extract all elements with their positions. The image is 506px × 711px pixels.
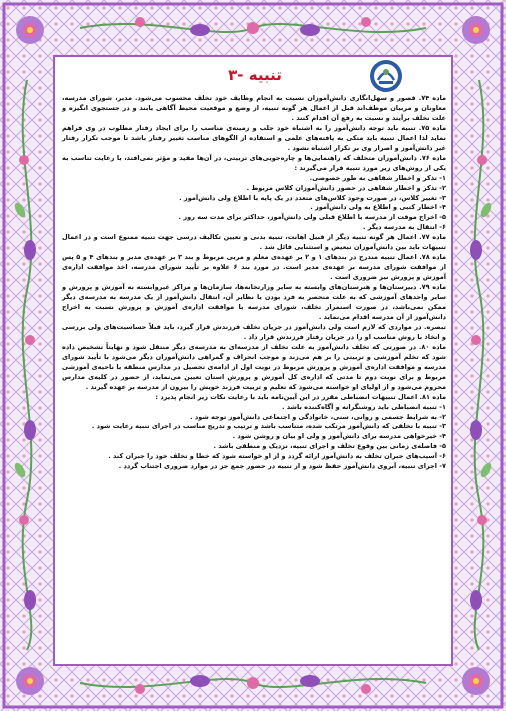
article-74: ماده ۷۴. قصور و سهل‌انگاری دانش‌آموزان نسبت به انجام وظایف خود تخلف محسوب می‌شود. مدیر، شورای مدرسه، معاونان و مربیان موظف‌اند قبل از اعمال هر گونه تنبیه، از وضع و موقعیت محیط آگاهی یابند و در جستجوی انگیزه و علت تخلف برآیند و نسبت به رفع آن اقدام کنند . <box>62 94 447 122</box>
list-item: ۱- تذکر و اخطار شفاهی به طور خصوصی. <box>309 173 446 182</box>
article-76: ماده ۷۶. دانش‌آموزان متخلف که راهنمایی‌ها و چاره‌جویی‌های تربیتی، در آن‌ها مفید و مؤثر نمی‌افتد، با رعایت تناسب به یکی از روش‌های زیر مورد تنبیه قرار می‌گیرند : <box>62 153 446 172</box>
regulation-text <box>60 94 450 654</box>
page-title: ۳- تنبیه <box>228 66 282 84</box>
corner-flower-bottom-right <box>462 667 490 695</box>
corner-flower-top-right <box>462 16 490 44</box>
article-81: ماده ۸۱. اعمال تنبیهات انضباطی مقرر در این آیین‌نامه باید با رعایت نکات زیر انجام پذیرد : <box>155 392 446 401</box>
list-item: ۱- تنبیه انضباطی باید روشنگرانه و آگاه‌کننده باشد . <box>282 402 446 411</box>
list-item: ۶- انتقال به مدرسه دیگر . <box>363 223 446 232</box>
note: تبصره. در مواردی که لازم است ولی دانش‌آموز در جریان تخلف فرزندش قرار گیرد، باید قبلاً حساسیت‌های ولی بررسی و اتخاذ با روش مناسب او را در جریان رفتار فرزندش قرار داد . <box>62 322 446 341</box>
article-78: ماده ۷۸. اعمال تنبیه مندرج در بندهای ۱ و ۲ بر عهده‌ی معلم و مربی مربوط و بند ۳ بر عهده‌ی مدیر و بندهای ۴ و ۵ پس از موافقت شورای مدرسه بر عهده‌ی مدیر است. در مورد بند ۶ علاوه بر تأیید شورای مدرسه، اخذ موافقت اداره‌ی آموزش و پرورش نیز ضروری است . <box>62 253 447 282</box>
list-item: ۳- تنبیه با تخلفی که دانش‌آموز مرتکب شده، متناسب باشد و ترتیب و تدریج مناسب در اجرای تنبیه رعایت شود . <box>91 422 446 431</box>
list-item: ۲- به شرایط جسمی و روانی، سنی، خانوادگی و اجتماعی دانش‌آموز توجه شود . <box>190 412 446 421</box>
article-79: ماده ۷۹. دبیرستان‌ها و هنرستان‌های وابسته به سایر وزارتخانه‌ها، سازمان‌ها و مراکز غیروابسته به آموزش و پرورش و سایر واحدهای آموزشی که به علت منحصر به فرد بودن یا نظایر آن، انتقال دانش‌آموز از یک مدرسه به مدرسه‌ی دیگر ممکن نمی‌باشد، در صورت استمرار تخلف، شورای مدرسه با موافقت اداره‌ی آموزش و پرورش نسبت به اخراج دانش‌آموز از آن مدرسه اقدام می‌نماید . <box>62 283 446 321</box>
article-75: ماده ۷۵. تنبیه باید توجه دانش‌آموز را به اشتباه خود جلب و زمینه‌ی مناسب را برای ایجاد رفتار مطلوب در وی فراهم نماید لذا اعمال تنبیه باید متکی به یافته‌های علمی و استفاده از الگوهای مناسب تغییر رفتار باشد تا موجب تکرار رفتار غیر دانش‌آموز و اصرار وی بر تکرار اشتباه نشود . <box>62 123 447 152</box>
list-item: ۲- تذکر و اخطار شفاهی در حضور دانش‌آموزان کلاس مربوط . <box>246 183 446 192</box>
corner-flower-bottom-left <box>16 667 44 695</box>
article-80: ماده ۸۰. در صورتی که تخلف دانش‌آموز به علت تخلف از مدرسه‌ای به مدرسه‌ی دیگر منتقل شود و نهایتاً تشخیص داده شود که تخلم آموزشی و تربیتی را بر هم می‌زند و موجب انحراف و گمراهی دانش‌آموزان دیگر می‌شود با تأیید شورای مدرسه و موافقت اداره‌ی آموزش و پرورش مربوط در نوبت اول از ادامه‌ی تحصیل در مدارس منطقه یا ناحیه‌ی آموزشی مربوط و برای نوبت دوم تا مدتی که اداره‌ی کل آموزش و پرورش استان تعیین می‌نماید، از حضور در کلیه‌ی مدارس محروم می‌شود و از اولیای او خواسته می‌شود که تعلیم و تربیت فرزند خویش را بیرون از مدرسه بر عهده گیرند . <box>62 342 447 391</box>
article-77: ماده ۷۷. اعمال هر گونه تنبیه دیگر از قبیل اهانت، تنبیه بدنی و تعیین تکالیف درسی جهت تنبیه ممنوع است و در اعمال تنبیهات باید بین دانش‌آموزان تبعیض و استثنایی قائل شد . <box>62 233 447 252</box>
list-item: ۳- تغییر کلاس، در صورت وجود کلاس‌های متعدد در یک پایه با اطلاع ولی دانش‌آموز . <box>179 193 446 202</box>
list-item: ۶- آسیب‌های جبران تخلف به دانش‌آموز ارائه گردد و از او خواسته شود که خطا و تخلف خود را جبران کند . <box>108 452 446 461</box>
list-item: ۵- فاصله‌ی زمانی بین وقوع تخلف و اجرای تنبیه، نزدیک و منطقی باشد . <box>213 442 446 451</box>
corner-flower-top-left <box>16 16 44 44</box>
list-item: ۵- اخراج موقت از مدرسه با اطلاع قبلی ولی دانش‌آموز، حداکثر برای مدت سه روز . <box>178 213 446 222</box>
list-item: ۴- خیرخواهی مدرسه برای دانش‌آموز و ولی او بیان و روشن شود . <box>232 432 446 441</box>
school-logo-icon <box>368 58 404 94</box>
list-item: ۴- اخطار کتبی و اطلاع به ولی دانش‌آموز . <box>310 203 446 212</box>
list-item: ۷- اجرای تنبیه، آبروی دانش‌آموز حفظ شود و از تنبیه در حضور جمع جز در موارد ضروری اجتناب گردد . <box>118 462 446 471</box>
